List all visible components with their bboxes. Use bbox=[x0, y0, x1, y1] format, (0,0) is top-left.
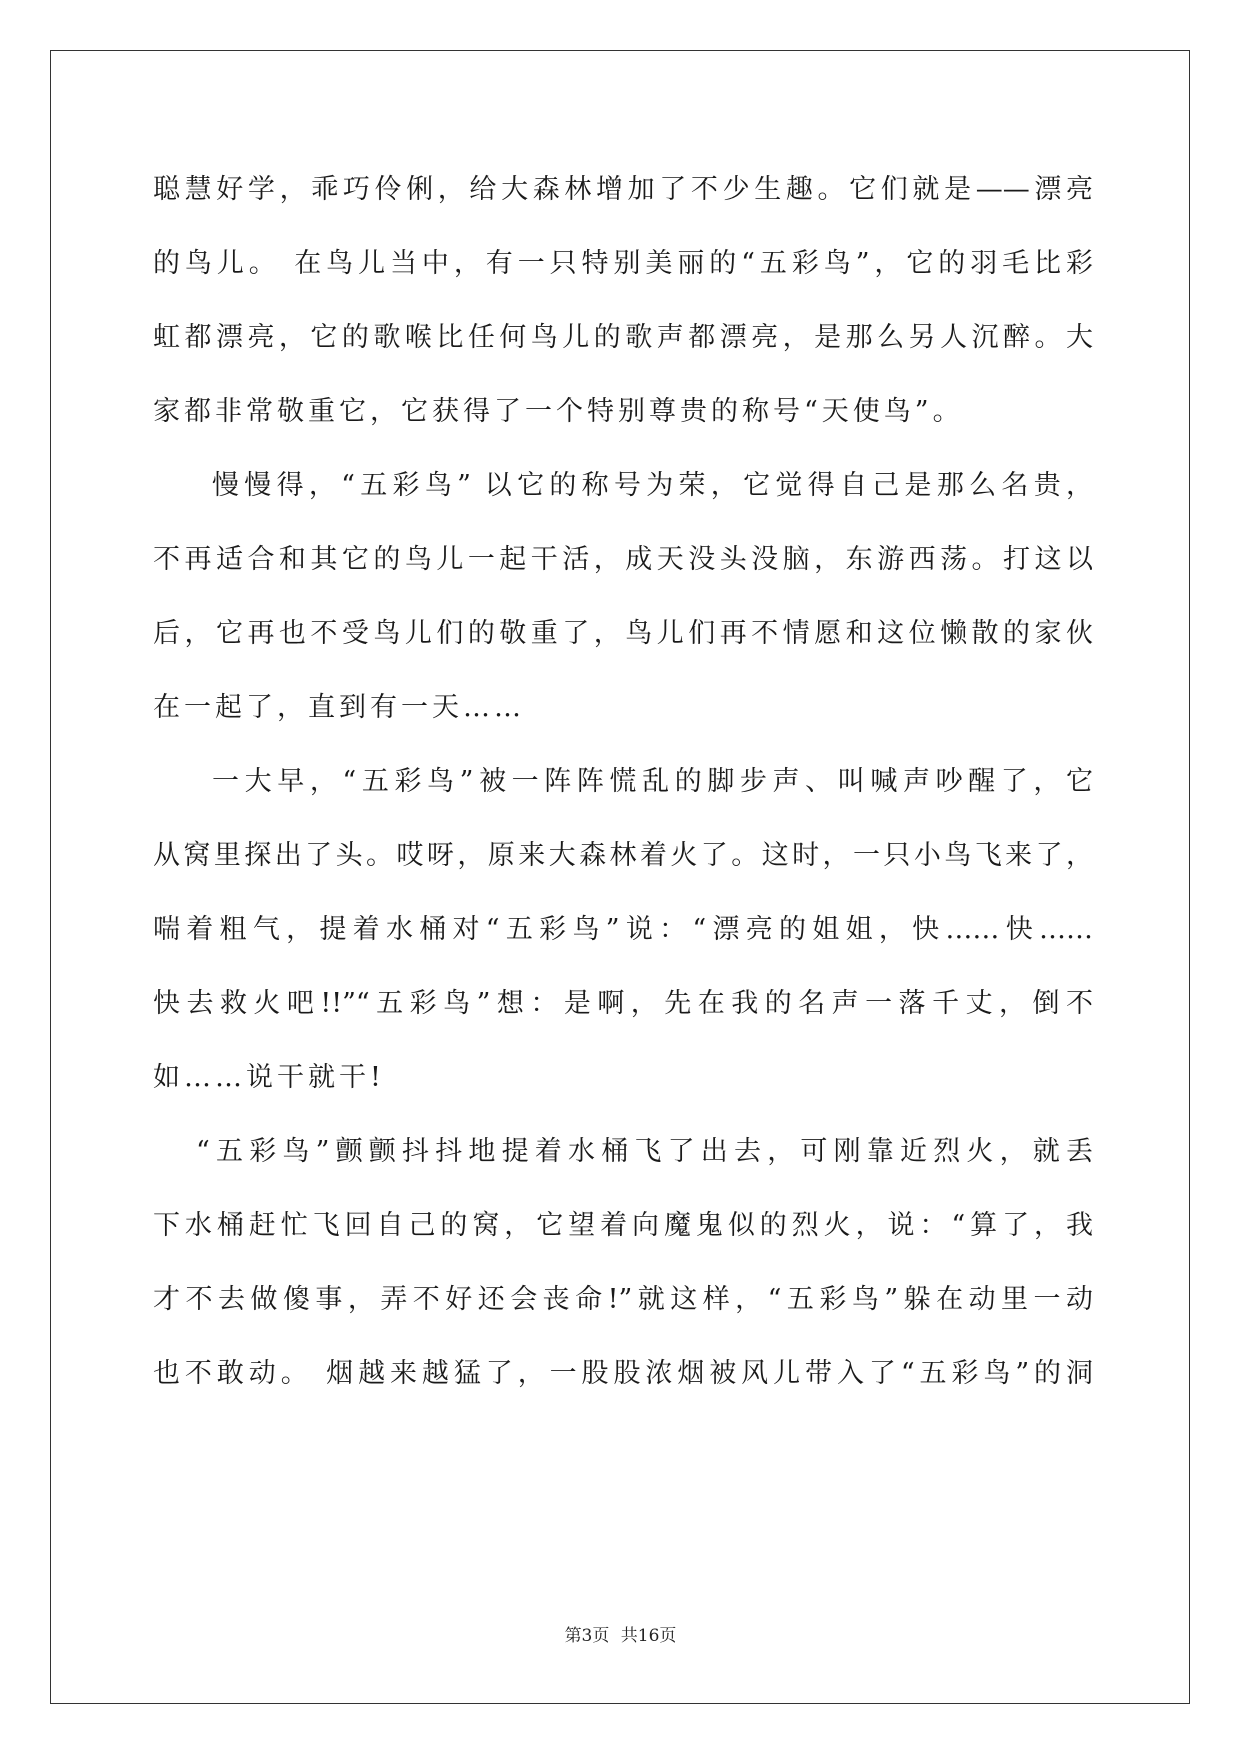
page-footer bbox=[0, 1624, 1241, 1648]
paragraph-first-line: “五彩鸟”颤颤抖抖地提着水桶飞了出去，可刚靠近烈火，就丢 bbox=[196, 1136, 1093, 1167]
text-line: 快去救火吧!!”“五彩鸟”想：是啊，先在我的名声一落千丈，倒不 bbox=[153, 988, 1093, 1019]
text-line: 才不去做傻事，弄不好还会丧命!”就这样，“五彩鸟”躲在动里一动 bbox=[153, 1284, 1093, 1315]
text-line: 如……说干就干! bbox=[153, 1062, 385, 1093]
text-line: 在一起了，直到有一天…… bbox=[153, 692, 525, 723]
page-border bbox=[50, 50, 1190, 1704]
text-line: 后，它再也不受鸟儿们的敬重了，鸟儿们再不情愿和这位懒散的家伙 bbox=[153, 618, 1093, 649]
text-line: 也不敢动。 烟越来越猛了，一股股浓烟被风儿带入了“五彩鸟”的洞 bbox=[153, 1358, 1093, 1389]
text-line: 聪慧好学，乖巧伶俐，给大森林增加了不少生趣。它们就是——漂亮 bbox=[153, 174, 1093, 205]
text-line: 喘着粗气，提着水桶对“五彩鸟”说：“漂亮的姐姐，快……快…… bbox=[153, 914, 1093, 945]
paragraph-first-line: 慢慢得，“五彩鸟” 以它的称号为荣，它觉得自己是那么名贵， bbox=[212, 470, 1093, 501]
text-line: 虹都漂亮，它的歌喉比任何鸟儿的歌声都漂亮，是那么另人沉醉。大 bbox=[153, 322, 1093, 353]
text-line: 不再适合和其它的鸟儿一起干活，成天没头没脑，东游西荡。打这以 bbox=[153, 544, 1093, 575]
text-line: 的鸟儿。 在鸟儿当中，有一只特别美丽的“五彩鸟”，它的羽毛比彩 bbox=[153, 248, 1093, 279]
page-number: 第3页 bbox=[564, 1626, 610, 1646]
page-total: 共16页 bbox=[620, 1626, 677, 1646]
text-line: 下水桶赶忙飞回自己的窝，它望着向魔鬼似的烈火，说：“算了，我 bbox=[153, 1210, 1093, 1241]
paragraph-first-line: 一大早，“五彩鸟”被一阵阵慌乱的脚步声、叫喊声吵醒了，它 bbox=[212, 766, 1093, 797]
text-line: 家都非常敬重它，它获得了一个特别尊贵的称号“天使鸟”。 bbox=[153, 396, 964, 427]
text-line: 从窝里探出了头。哎呀，原来大森林着火了。这时，一只小鸟飞来了， bbox=[153, 840, 1093, 871]
